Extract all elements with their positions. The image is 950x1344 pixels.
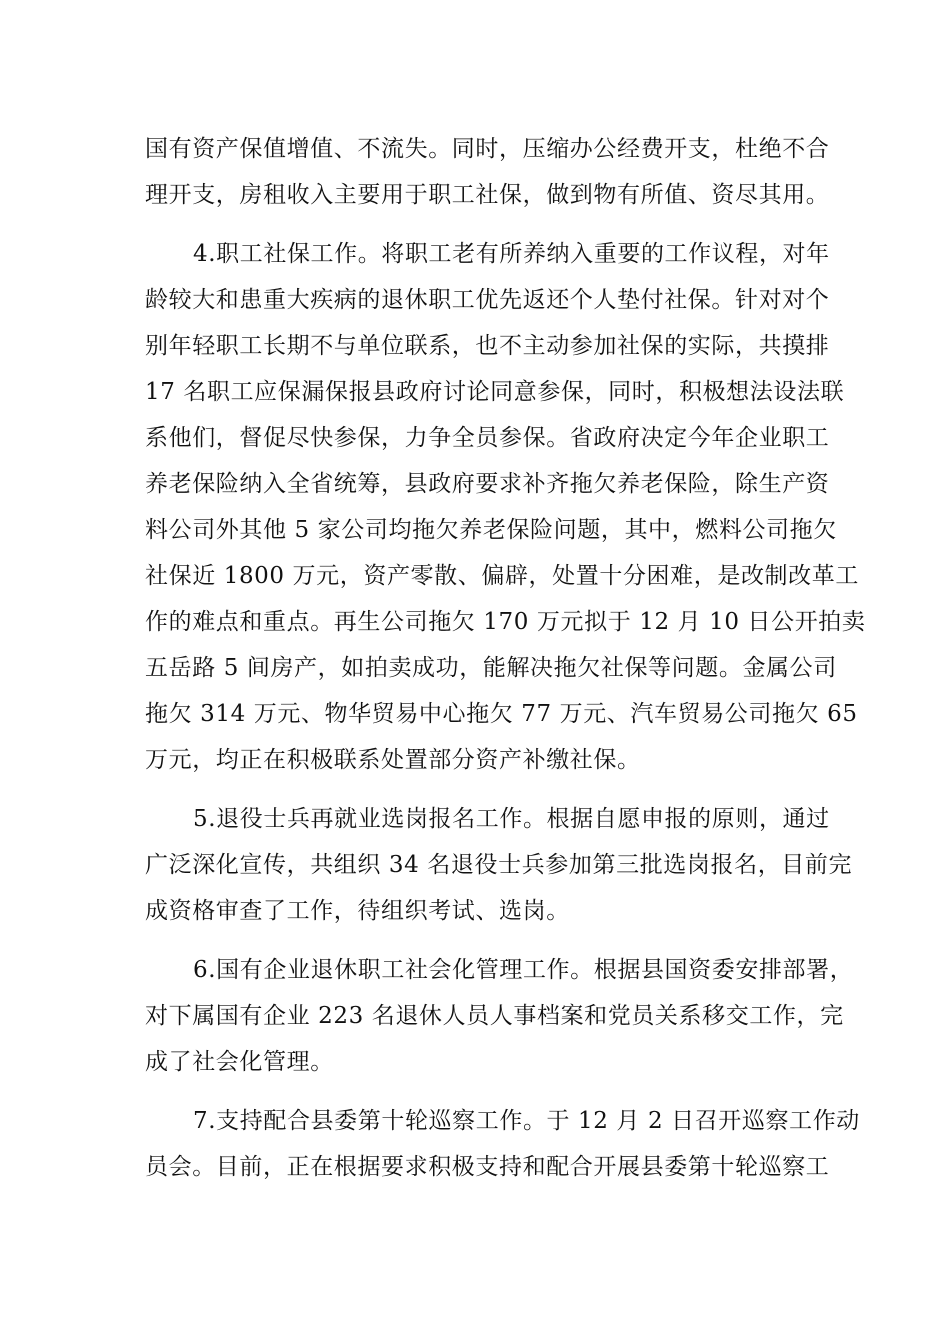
text-line: 国有资产保值增值、不流失。同时，压缩办公经费开支，杜绝不合: [145, 136, 830, 162]
text-line: 员会。目前，正在根据要求积极支持和配合开展县委第十轮巡察工: [145, 1154, 830, 1180]
text-line: 17 名职工应保漏保报县政府讨论同意参保，同时，积极想法设法联: [145, 379, 845, 405]
text-line: 作的难点和重点。再生公司拖欠 170 万元拟于 12 月 10 日公开拍卖: [145, 609, 866, 635]
text-line: 理开支，房租收入主要用于职工社保，做到物有所值、资尽其用。: [145, 182, 830, 208]
text-line: 5.退役士兵再就业选岗报名工作。根据自愿申报的原则，通过: [193, 806, 830, 832]
paragraph-inspection-support: [145, 1098, 860, 1190]
text-line: 6.国有企业退休职工社会化管理工作。根据县国资委安排部署，: [193, 957, 854, 983]
text-line: 养老保险纳入全省统筹，县政府要求补齐拖欠养老保险，除生产资: [145, 471, 830, 497]
text-line: 系他们，督促尽快参保，力争全员参保。省政府决定今年企业职工: [145, 425, 830, 451]
text-line: 广泛深化宣传，共组织 34 名退役士兵参加第三批选岗报名，目前完: [145, 852, 853, 878]
text-line: 别年轻职工长期不与单位联系，也不主动参加社保的实际，共摸排: [145, 333, 830, 359]
paragraph-continuation: [145, 126, 830, 218]
text-line: 4.职工社保工作。将职工老有所养纳入重要的工作议程，对年: [193, 241, 830, 267]
text-line: 成资格审查了工作，待组织考试、选岗。: [145, 898, 570, 924]
document-body: [145, 126, 866, 1190]
text-line: 五岳路 5 间房产，如拍卖成功，能解决拖欠社保等问题。金属公司: [145, 655, 837, 681]
text-line: 7.支持配合县委第十轮巡察工作。于 12 月 2 日召开巡察工作动: [193, 1108, 860, 1134]
text-line: 龄较大和患重大疾病的退休职工优先返还个人垫付社保。针对对个: [145, 287, 830, 313]
paragraph-retiree-management: [145, 947, 854, 1085]
text-line: 料公司外其他 5 家公司均拖欠养老保险问题，其中，燃料公司拖欠: [145, 517, 837, 543]
text-line: 成了社会化管理。: [145, 1049, 334, 1075]
text-line: 万元，均正在积极联系处置部分资产补缴社保。: [145, 747, 641, 773]
text-line: 社保近 1800 万元，资产零散、偏辟，处置十分困难，是改制改革工: [145, 563, 859, 589]
paragraph-social-insurance: [145, 231, 866, 783]
paragraph-veterans-reemployment: [145, 796, 853, 934]
text-line: 对下属国有企业 223 名退休人员人事档案和党员关系移交工作，完: [145, 1003, 844, 1029]
text-line: 拖欠 314 万元、物华贸易中心拖欠 77 万元、汽车贸易公司拖欠 65: [145, 701, 858, 727]
